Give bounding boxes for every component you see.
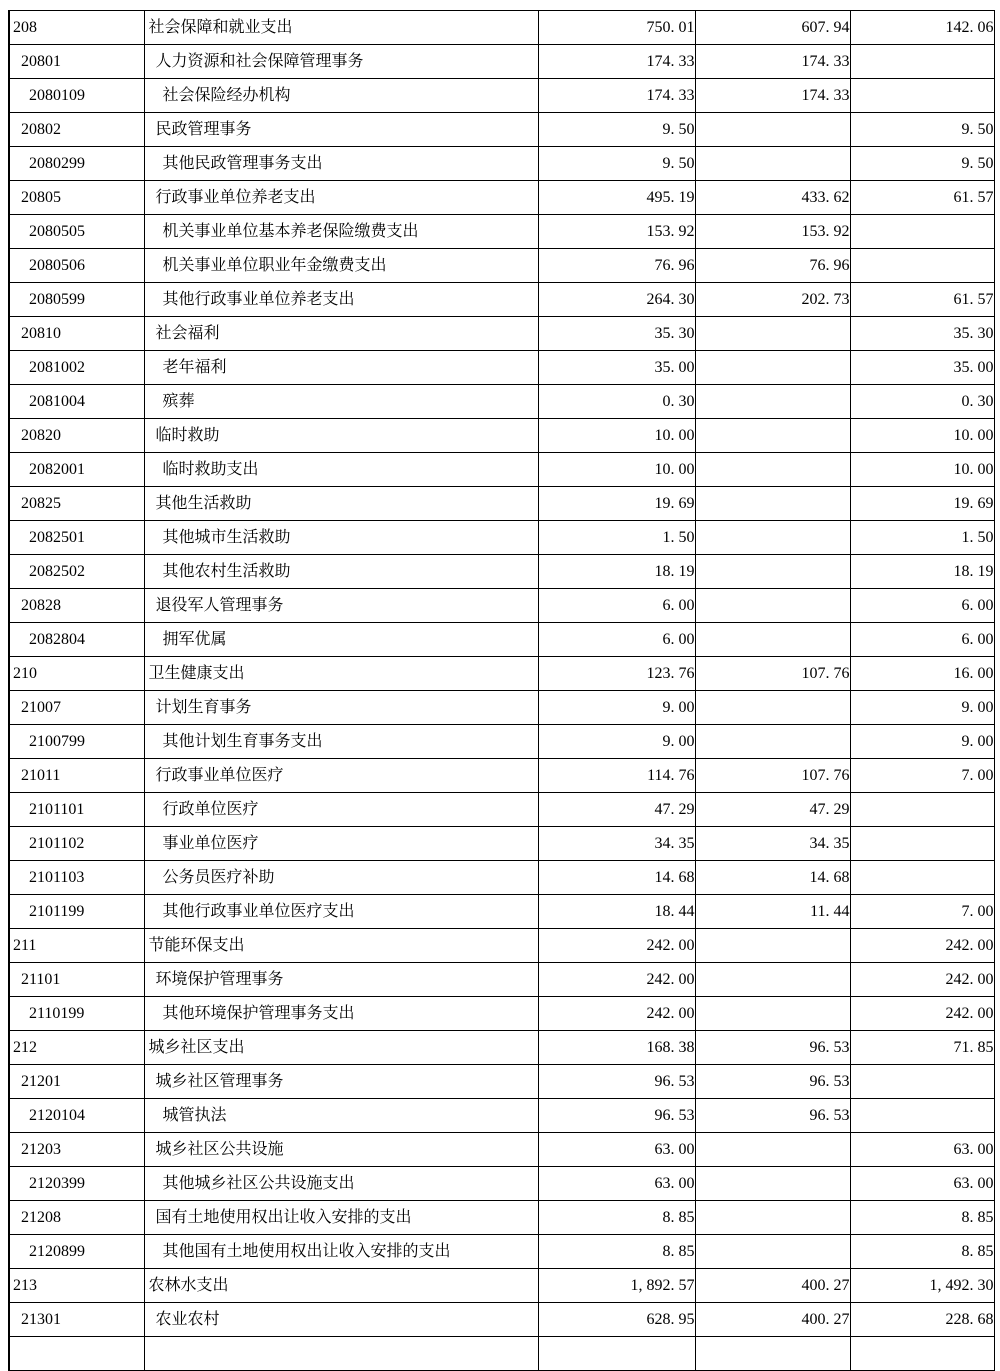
table-row [9,623,994,657]
amount-cell-1: 6. 00 [538,589,695,623]
amount-cell-2 [695,555,850,589]
table-row [9,215,994,249]
table-row [9,963,994,997]
code-cell: 21301 [9,1303,144,1337]
amount-cell-2 [695,929,850,963]
code-cell: 2082501 [9,521,144,555]
amount-cell-3 [850,215,994,249]
table-row [9,385,994,419]
amount-cell-3 [850,79,994,113]
code-cell: 2081004 [9,385,144,419]
code-cell: 20828 [9,589,144,623]
name-cell: 其他计划生育事务支出 [144,725,538,759]
amount-cell-3: 8. 85 [850,1235,994,1269]
amount-cell-2 [695,147,850,181]
name-cell: 节能环保支出 [144,929,538,963]
amount-cell-1: 47. 29 [538,793,695,827]
amount-cell-1: 114. 76 [538,759,695,793]
amount-cell-1: 750. 01 [538,11,695,45]
name-cell: 社会福利 [144,317,538,351]
amount-cell-1: 9. 50 [538,113,695,147]
table-row [9,725,994,759]
amount-cell-3: 71. 85 [850,1031,994,1065]
code-cell: 213 [9,1269,144,1303]
amount-cell-1: 96. 53 [538,1065,695,1099]
code-cell: 2110199 [9,997,144,1031]
name-cell: 其他环境保护管理事务支出 [144,997,538,1031]
code-cell: 21208 [9,1201,144,1235]
name-cell [144,1337,538,1371]
table-row [9,317,994,351]
code-cell: 211 [9,929,144,963]
code-cell: 20805 [9,181,144,215]
amount-cell-1: 19. 69 [538,487,695,521]
name-cell: 机关事业单位基本养老保险缴费支出 [144,215,538,249]
name-cell: 社会保障和就业支出 [144,11,538,45]
name-cell: 环境保护管理事务 [144,963,538,997]
table-row [9,249,994,283]
code-cell: 208 [9,11,144,45]
code-cell: 20802 [9,113,144,147]
amount-cell-2: 47. 29 [695,793,850,827]
table-row [9,1133,994,1167]
code-cell: 20825 [9,487,144,521]
code-cell: 2080506 [9,249,144,283]
amount-cell-1: 9. 00 [538,725,695,759]
amount-cell-3: 242. 00 [850,929,994,963]
amount-cell-2: 107. 76 [695,759,850,793]
name-cell: 社会保险经办机构 [144,79,538,113]
amount-cell-2 [695,589,850,623]
name-cell: 其他农村生活救助 [144,555,538,589]
budget-table [8,10,995,1371]
amount-cell-1: 35. 00 [538,351,695,385]
amount-cell-1: 1, 892. 57 [538,1269,695,1303]
amount-cell-1: 495. 19 [538,181,695,215]
name-cell: 其他行政事业单位医疗支出 [144,895,538,929]
amount-cell-3: 228. 68 [850,1303,994,1337]
amount-cell-3: 61. 57 [850,181,994,215]
amount-cell-2 [695,419,850,453]
code-cell: 2082502 [9,555,144,589]
table-row [9,1269,994,1303]
amount-cell-1: 242. 00 [538,963,695,997]
name-cell: 殡葬 [144,385,538,419]
table-row [9,555,994,589]
amount-cell-1: 9. 50 [538,147,695,181]
amount-cell-1: 18. 19 [538,555,695,589]
table-row-partial [9,1337,994,1371]
amount-cell-3: 0. 30 [850,385,994,419]
amount-cell-3: 9. 50 [850,113,994,147]
amount-cell-2 [695,997,850,1031]
code-cell: 2082804 [9,623,144,657]
table-row [9,147,994,181]
amount-cell-3 [850,249,994,283]
amount-cell-2: 11. 44 [695,895,850,929]
code-cell: 20820 [9,419,144,453]
table-row [9,351,994,385]
table-row [9,181,994,215]
amount-cell-2 [695,113,850,147]
table-row [9,1031,994,1065]
amount-cell-2 [695,1167,850,1201]
amount-cell-3: 1, 492. 30 [850,1269,994,1303]
code-cell: 21007 [9,691,144,725]
amount-cell-3: 10. 00 [850,453,994,487]
amount-cell-1: 168. 38 [538,1031,695,1065]
amount-cell-3: 9. 00 [850,725,994,759]
code-cell: 21011 [9,759,144,793]
table-row [9,113,994,147]
table-row [9,895,994,929]
amount-cell-1: 63. 00 [538,1167,695,1201]
amount-cell-2 [695,725,850,759]
amount-cell-2 [695,691,850,725]
amount-cell-3: 6. 00 [850,623,994,657]
amount-cell-3 [850,827,994,861]
amount-cell-2: 96. 53 [695,1065,850,1099]
amount-cell-3: 6. 00 [850,589,994,623]
name-cell: 计划生育事务 [144,691,538,725]
table-row [9,419,994,453]
amount-cell-1: 35. 30 [538,317,695,351]
table-row [9,589,994,623]
name-cell: 卫生健康支出 [144,657,538,691]
amount-cell-2: 34. 35 [695,827,850,861]
amount-cell-3: 9. 50 [850,147,994,181]
name-cell: 城管执法 [144,1099,538,1133]
amount-cell-1: 63. 00 [538,1133,695,1167]
amount-cell-3: 63. 00 [850,1133,994,1167]
budget-table-body [9,11,994,1371]
code-cell: 212 [9,1031,144,1065]
amount-cell-3: 242. 00 [850,997,994,1031]
table-row [9,997,994,1031]
table-row [9,1201,994,1235]
amount-cell-3: 19. 69 [850,487,994,521]
amount-cell-2 [695,521,850,555]
amount-cell-3 [850,1099,994,1133]
code-cell: 2120399 [9,1167,144,1201]
name-cell: 城乡社区支出 [144,1031,538,1065]
amount-cell-2 [695,1133,850,1167]
code-cell: 20810 [9,317,144,351]
code-cell: 21203 [9,1133,144,1167]
amount-cell-3: 8. 85 [850,1201,994,1235]
amount-cell-2: 174. 33 [695,79,850,113]
budget-table-container [8,10,995,1371]
name-cell: 退役军人管理事务 [144,589,538,623]
table-row [9,827,994,861]
code-cell: 2081002 [9,351,144,385]
amount-cell-1: 242. 00 [538,929,695,963]
amount-cell-3 [850,861,994,895]
amount-cell-2: 174. 33 [695,45,850,79]
code-cell: 21101 [9,963,144,997]
table-row [9,283,994,317]
code-cell: 2120104 [9,1099,144,1133]
name-cell: 城乡社区公共设施 [144,1133,538,1167]
amount-cell-1: 1. 50 [538,521,695,555]
amount-cell-3: 1. 50 [850,521,994,555]
code-cell: 2101103 [9,861,144,895]
name-cell: 拥军优属 [144,623,538,657]
amount-cell-1: 10. 00 [538,419,695,453]
table-row [9,929,994,963]
amount-cell-1: 14. 68 [538,861,695,895]
amount-cell-2 [695,487,850,521]
amount-cell-2: 153. 92 [695,215,850,249]
amount-cell-1: 153. 92 [538,215,695,249]
name-cell: 其他城乡社区公共设施支出 [144,1167,538,1201]
name-cell: 城乡社区管理事务 [144,1065,538,1099]
amount-cell-2: 400. 27 [695,1269,850,1303]
name-cell: 临时救助支出 [144,453,538,487]
amount-cell-1: 34. 35 [538,827,695,861]
name-cell: 其他生活救助 [144,487,538,521]
amount-cell-3: 242. 00 [850,963,994,997]
amount-cell-1: 242. 00 [538,997,695,1031]
name-cell: 其他行政事业单位养老支出 [144,283,538,317]
amount-cell-3: 142. 06 [850,11,994,45]
code-cell [9,1337,144,1371]
table-row [9,657,994,691]
amount-cell-1: 174. 33 [538,79,695,113]
amount-cell-2: 76. 96 [695,249,850,283]
amount-cell-2 [695,385,850,419]
amount-cell-3: 35. 30 [850,317,994,351]
name-cell: 老年福利 [144,351,538,385]
name-cell: 其他民政管理事务支出 [144,147,538,181]
code-cell: 2120899 [9,1235,144,1269]
code-cell: 2100799 [9,725,144,759]
name-cell: 行政事业单位养老支出 [144,181,538,215]
amount-cell-2 [695,1201,850,1235]
table-row [9,45,994,79]
amount-cell-2 [695,351,850,385]
amount-cell-2 [695,453,850,487]
table-row [9,521,994,555]
amount-cell-3: 7. 00 [850,759,994,793]
code-cell: 2101101 [9,793,144,827]
name-cell: 公务员医疗补助 [144,861,538,895]
amount-cell-1 [538,1337,695,1371]
amount-cell-3: 18. 19 [850,555,994,589]
amount-cell-2 [695,1337,850,1371]
amount-cell-3 [850,45,994,79]
name-cell: 行政单位医疗 [144,793,538,827]
amount-cell-1: 8. 85 [538,1201,695,1235]
name-cell: 其他国有土地使用权出让收入安排的支出 [144,1235,538,1269]
table-row [9,1235,994,1269]
code-cell: 210 [9,657,144,691]
name-cell: 民政管理事务 [144,113,538,147]
table-row [9,453,994,487]
code-cell: 2082001 [9,453,144,487]
amount-cell-3 [850,1337,994,1371]
amount-cell-2 [695,623,850,657]
name-cell: 机关事业单位职业年金缴费支出 [144,249,538,283]
amount-cell-3 [850,793,994,827]
table-row [9,1099,994,1133]
amount-cell-3: 10. 00 [850,419,994,453]
code-cell: 2080109 [9,79,144,113]
name-cell: 其他城市生活救助 [144,521,538,555]
table-row [9,759,994,793]
code-cell: 2080505 [9,215,144,249]
amount-cell-1: 264. 30 [538,283,695,317]
code-cell: 21201 [9,1065,144,1099]
name-cell: 农林水支出 [144,1269,538,1303]
code-cell: 2080299 [9,147,144,181]
table-row [9,691,994,725]
amount-cell-2 [695,963,850,997]
code-cell: 2101102 [9,827,144,861]
amount-cell-2: 14. 68 [695,861,850,895]
amount-cell-2: 202. 73 [695,283,850,317]
code-cell: 20801 [9,45,144,79]
amount-cell-3: 9. 00 [850,691,994,725]
amount-cell-1: 123. 76 [538,657,695,691]
amount-cell-1: 6. 00 [538,623,695,657]
name-cell: 事业单位医疗 [144,827,538,861]
amount-cell-1: 9. 00 [538,691,695,725]
name-cell: 人力资源和社会保障管理事务 [144,45,538,79]
name-cell: 行政事业单位医疗 [144,759,538,793]
amount-cell-1: 174. 33 [538,45,695,79]
table-row [9,1303,994,1337]
amount-cell-3: 35. 00 [850,351,994,385]
code-cell: 2080599 [9,283,144,317]
amount-cell-1: 10. 00 [538,453,695,487]
amount-cell-1: 0. 30 [538,385,695,419]
amount-cell-3: 7. 00 [850,895,994,929]
amount-cell-1: 18. 44 [538,895,695,929]
table-row [9,793,994,827]
amount-cell-2: 607. 94 [695,11,850,45]
table-row [9,1167,994,1201]
amount-cell-3: 63. 00 [850,1167,994,1201]
amount-cell-3 [850,1065,994,1099]
amount-cell-3: 61. 57 [850,283,994,317]
amount-cell-1: 96. 53 [538,1099,695,1133]
amount-cell-2: 433. 62 [695,181,850,215]
amount-cell-3: 16. 00 [850,657,994,691]
code-cell: 2101199 [9,895,144,929]
table-row [9,861,994,895]
name-cell: 农业农村 [144,1303,538,1337]
table-row [9,1065,994,1099]
amount-cell-1: 8. 85 [538,1235,695,1269]
amount-cell-1: 628. 95 [538,1303,695,1337]
table-row [9,11,994,45]
amount-cell-1: 76. 96 [538,249,695,283]
table-row [9,487,994,521]
amount-cell-2 [695,317,850,351]
amount-cell-2: 107. 76 [695,657,850,691]
amount-cell-2: 400. 27 [695,1303,850,1337]
amount-cell-2: 96. 53 [695,1031,850,1065]
name-cell: 国有土地使用权出让收入安排的支出 [144,1201,538,1235]
amount-cell-2 [695,1235,850,1269]
name-cell: 临时救助 [144,419,538,453]
amount-cell-2: 96. 53 [695,1099,850,1133]
table-row [9,79,994,113]
